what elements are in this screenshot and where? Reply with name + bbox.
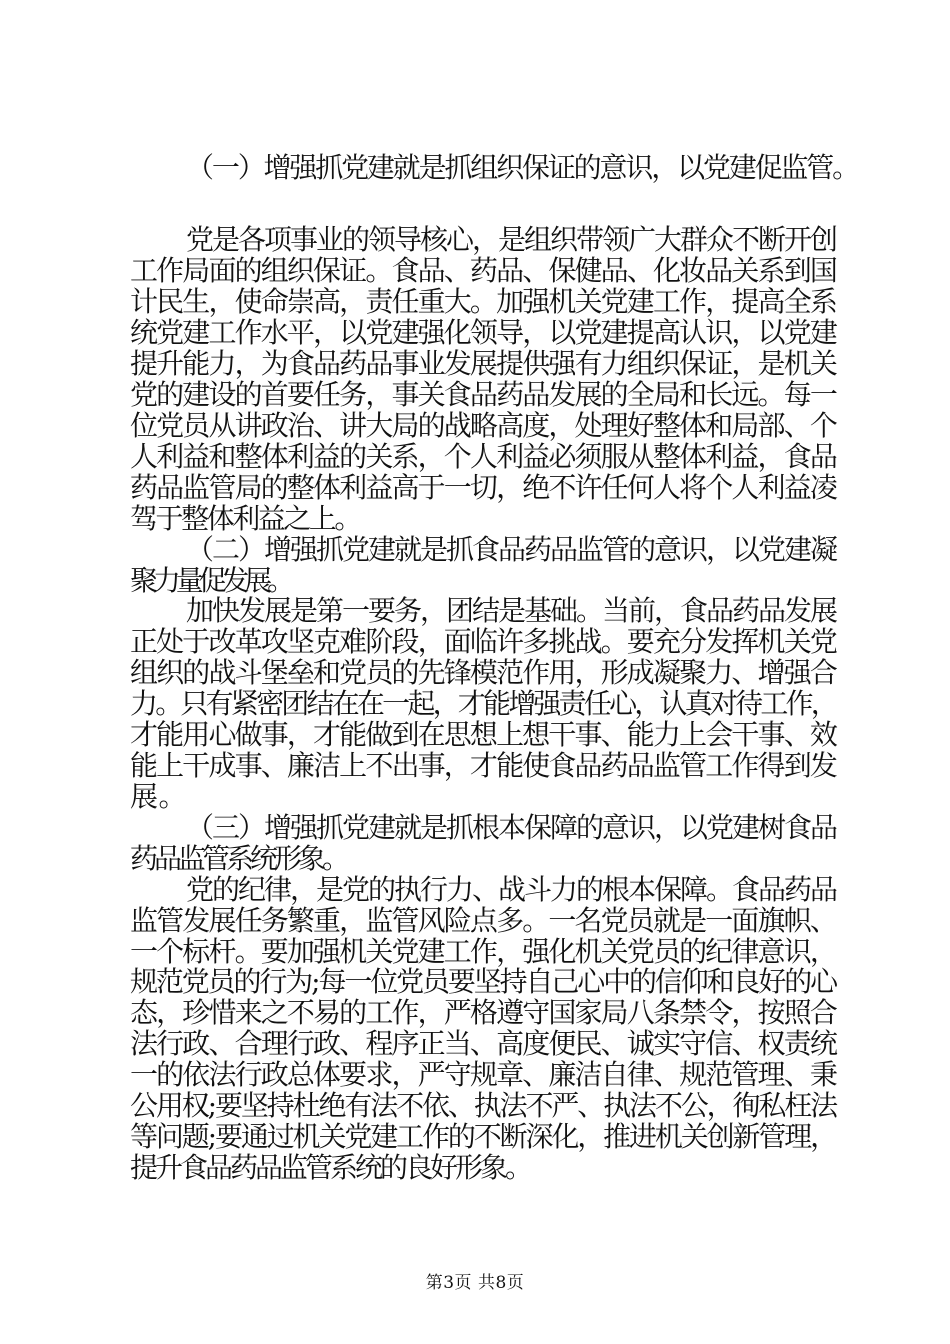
body-text-line: 一个标杆。要加强机关党建工作，强化机关党员的纪律意识， <box>130 934 836 968</box>
section-heading-line: 聚力量促发展。 <box>130 563 290 597</box>
body-text-line: 药品监管局的整体利益高于一切，绝不许任何人将个人利益凌 <box>130 470 836 504</box>
body-text-line: 一的依法行政总体要求，严守规章、廉洁自律、规范管理、秉 <box>130 1058 836 1092</box>
section-heading-line: （一）增强抓党建就是抓组织保证的意识，以党建促监管。 <box>186 151 858 184</box>
body-text-line: 规范党员的行为;每一位党员要坚持自己心中的信仰和良好的心 <box>130 965 836 999</box>
body-text-line: 态，珍惜来之不易的工作，严格遵守国家局八条禁令，按照合 <box>130 996 836 1030</box>
body-text-line: 正处于改革攻坚克难阶段，面临许多挑战。要充分发挥机关党 <box>130 625 836 659</box>
body-text-line: 提升食品药品监管系统的良好形象。 <box>130 1151 530 1184</box>
body-text-line: 才能用心做事，才能做到在思想上想干事、能力上会干事、效 <box>130 718 836 752</box>
body-text-line: 监管发展任务繁重，监管风险点多。一名党员就是一面旗帜、 <box>130 903 836 937</box>
body-text-line: 位党员从讲政治、讲大局的战略高度，处理好整体和局部、个 <box>130 408 836 442</box>
section-heading-line: 药品监管系统形象。 <box>130 841 346 875</box>
body-text-line: 党的纪律，是党的执行力、战斗力的根本保障。食品药品 <box>186 872 836 906</box>
body-text-line: 展。 <box>130 779 188 813</box>
body-text-line: 党的建设的首要任务，事关食品药品发展的全局和长远。每一 <box>130 378 836 412</box>
body-text-line: 驾于整体利益之上。 <box>130 501 360 535</box>
body-text-line: 人利益和整体利益的关系，个人利益必须服从整体利益，食品 <box>130 439 836 473</box>
body-text-line: 能上干成事、廉洁上不出事，才能使食品药品监管工作得到发 <box>130 749 836 783</box>
body-text-line: 工作局面的组织保证。食品、药品、保健品、化妆品关系到国 <box>130 254 836 288</box>
body-text-line: 法行政、合理行政、程序正当、高度便民、诚实守信、权责统 <box>130 1027 836 1061</box>
body-text-line: 组织的战斗堡垒和党员的先锋模范作用，形成凝聚力、增强合 <box>130 656 836 690</box>
section-heading-line: （三）增强抓党建就是抓根本保障的意识，以党建树食品 <box>186 810 836 844</box>
section-heading-line: （二）增强抓党建就是抓食品药品监管的意识，以党建凝 <box>186 532 836 566</box>
body-text-line: 党是各项事业的领导核心，是组织带领广大群众不断开创 <box>186 223 836 257</box>
body-text-line: 力。只有紧密团结在在一起，才能增强责任心，认真对待工作， <box>130 687 836 721</box>
page-footer: 第3页 共8页 <box>425 1273 525 1293</box>
body-text-line: 等问题;要通过机关党建工作的不断深化，推进机关创新管理， <box>130 1120 836 1154</box>
body-text-line: 计民生，使命崇高，责任重大。加强机关党建工作，提高全系 <box>130 285 836 319</box>
body-text-line: 公用权;要坚持杜绝有法不依、执法不严、执法不公，徇私枉法 <box>130 1089 836 1123</box>
body-text-line: 提升能力，为食品药品事业发展提供强有力组织保证，是机关 <box>130 347 836 381</box>
body-text-line: 统党建工作水平，以党建强化领导，以党建提高认识，以党建 <box>130 316 836 350</box>
body-text-line: 加快发展是第一要务，团结是基础。当前，食品药品发展 <box>186 594 836 628</box>
